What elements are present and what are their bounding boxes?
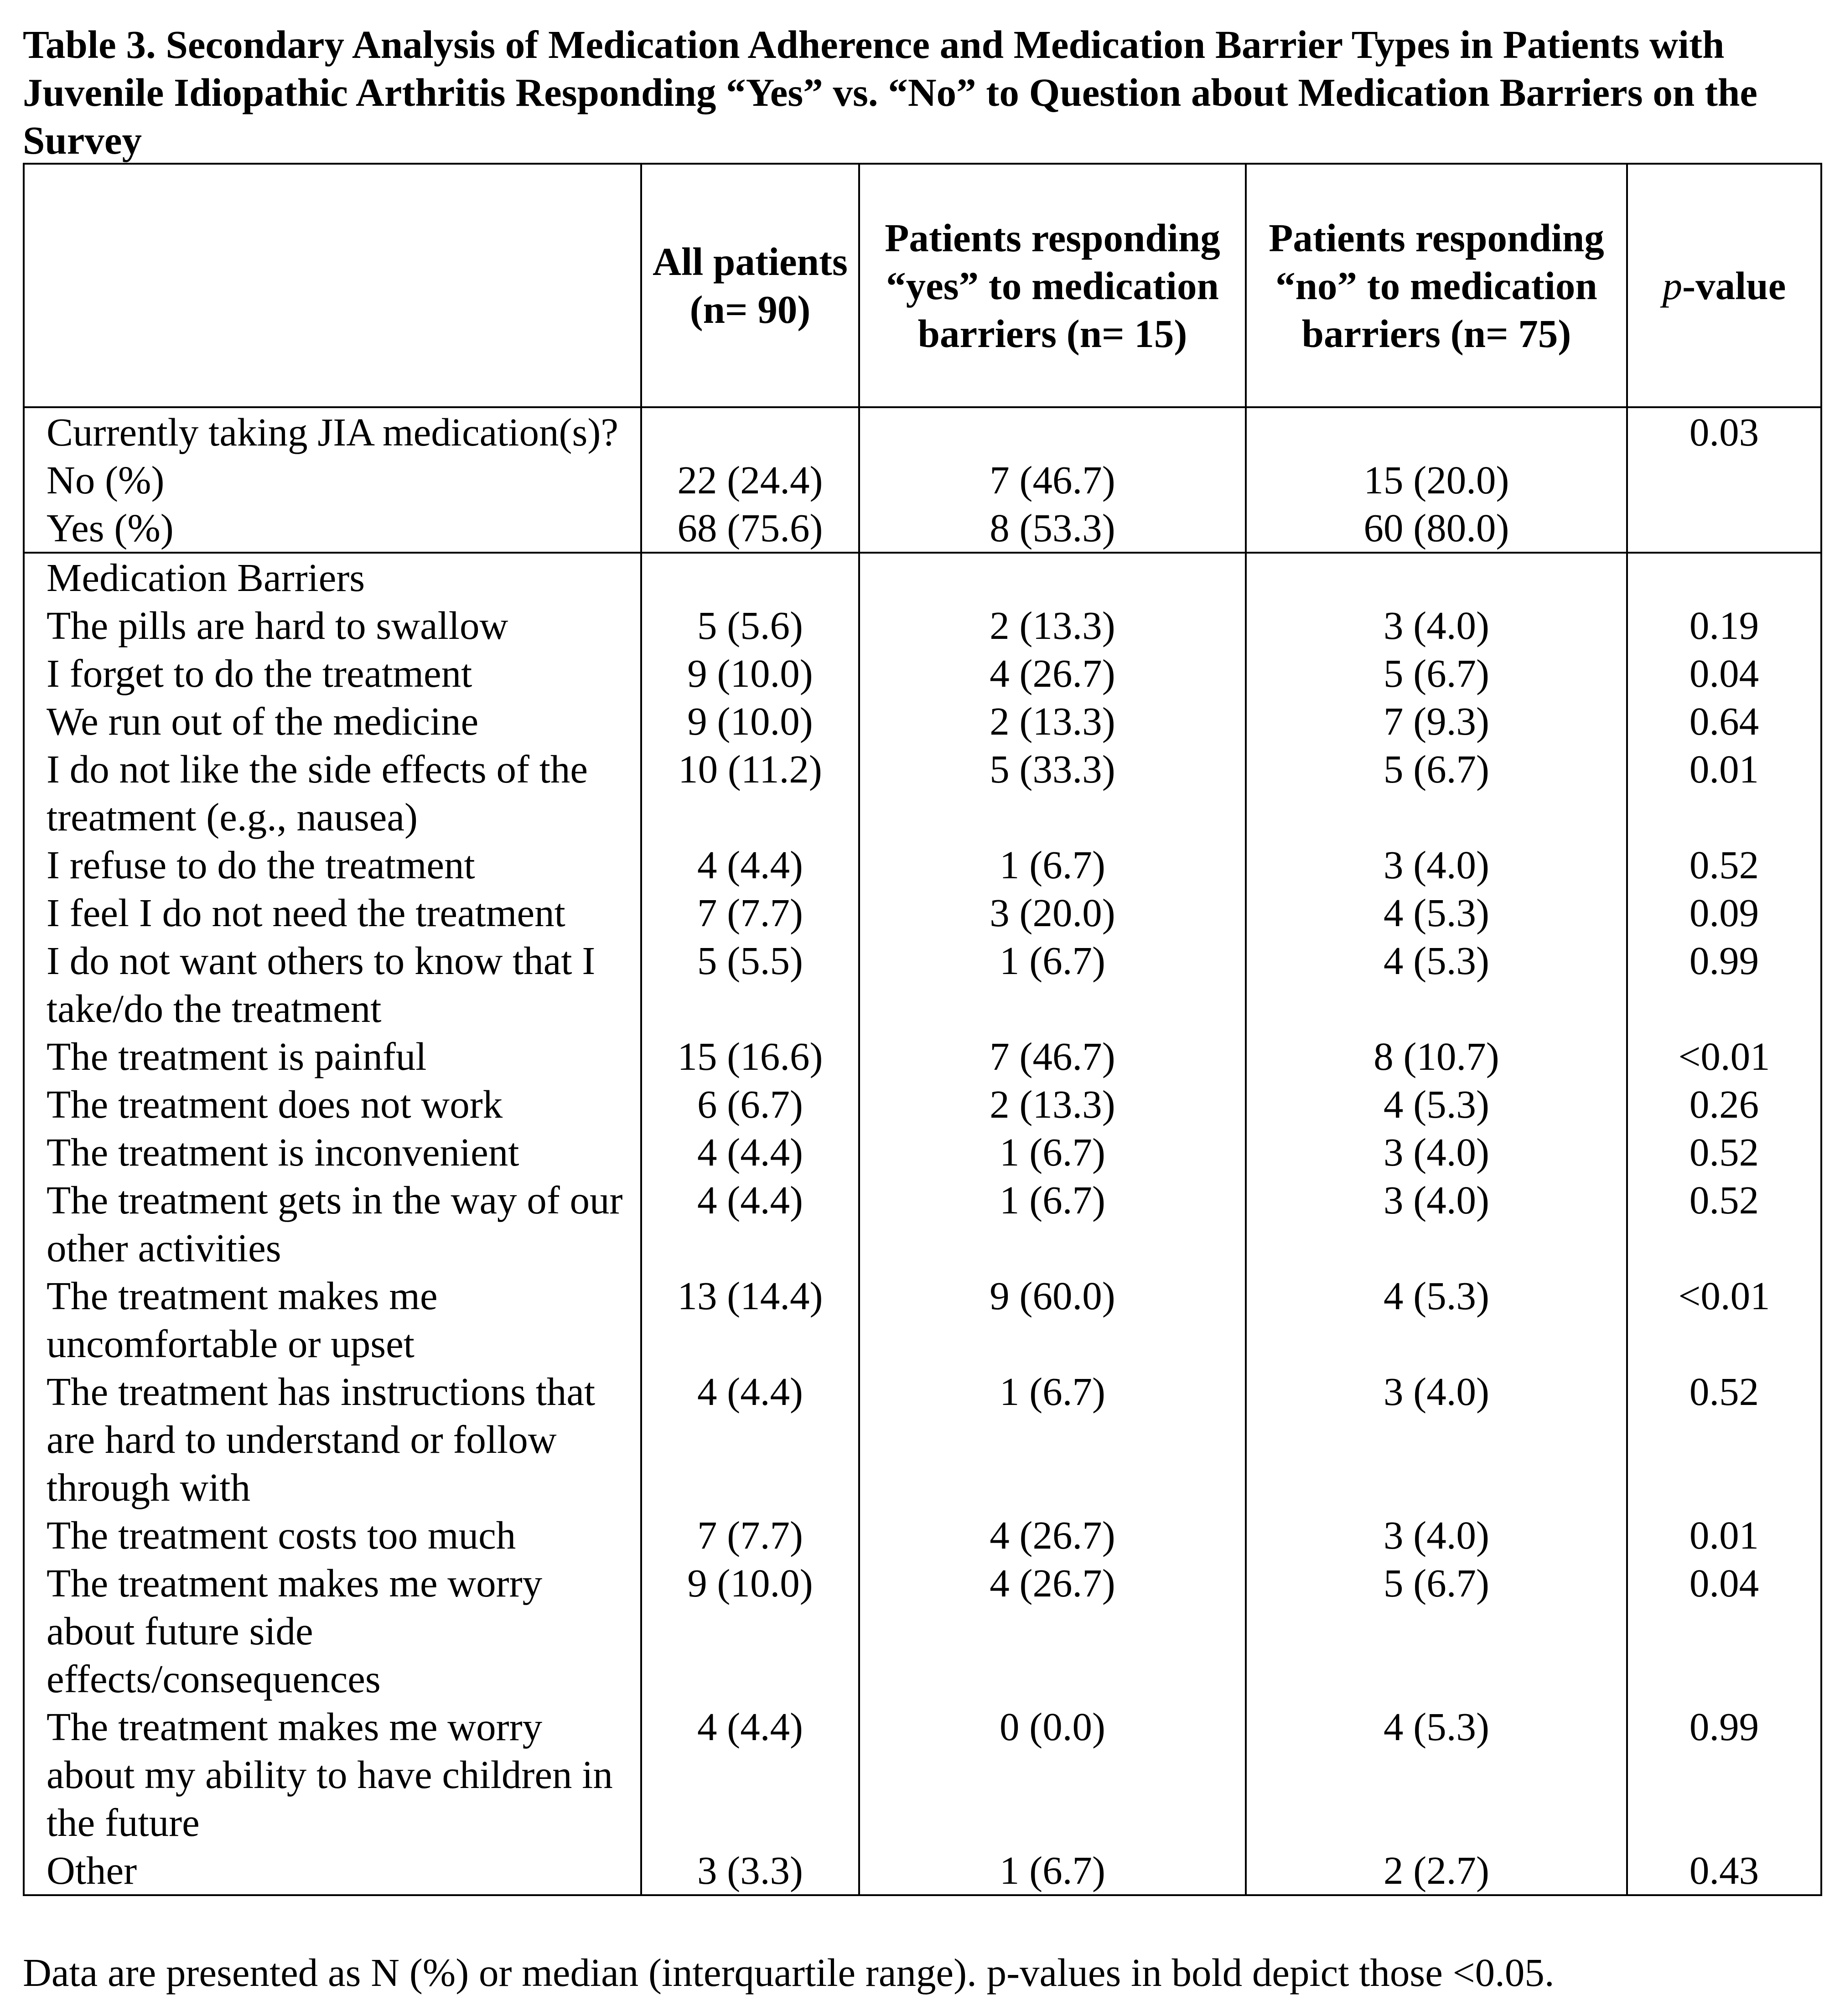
cell-yes-patients: 1 (6.7)	[859, 1176, 1246, 1272]
cell-all-patients: 4 (4.4)	[641, 1176, 859, 1272]
cell-no-patients: 4 (5.3)	[1246, 1080, 1627, 1128]
row-label: No (%)	[24, 456, 641, 504]
section-title: Currently taking JIA medication(s)?	[24, 407, 641, 456]
section-title: Medication Barriers	[24, 553, 641, 601]
table-row	[24, 649, 1821, 697]
row-label: The treatment costs too much	[24, 1511, 641, 1559]
cell-all-patients: 4 (4.4)	[641, 1128, 859, 1176]
row-label: I feel I do not need the treatment	[24, 889, 641, 937]
cell-yes-patients: 2 (13.3)	[859, 697, 1246, 745]
cell-yes-patients: 1 (6.7)	[859, 937, 1246, 1032]
cell-all-patients: 13 (14.4)	[641, 1272, 859, 1368]
table-row	[24, 456, 1821, 504]
table-row	[24, 1368, 1821, 1511]
table-row	[24, 841, 1821, 889]
cell-no-patients: 4 (5.3)	[1246, 1272, 1627, 1368]
cell-p-value: 0.99	[1627, 1703, 1821, 1846]
table-row	[24, 937, 1821, 1032]
cell-all-patients: 7 (7.7)	[641, 889, 859, 937]
row-label: The treatment makes me uncomfortable or upset	[24, 1272, 641, 1368]
row-label: The pills are hard to swallow	[24, 601, 641, 649]
cell-yes-patients: 7 (46.7)	[859, 1032, 1246, 1080]
table-row	[24, 1511, 1821, 1559]
section-medication-barriers	[24, 553, 1821, 1895]
row-label: The treatment makes me worry about my ability to have children in the future	[24, 1703, 641, 1846]
row-label: I refuse to do the treatment	[24, 841, 641, 889]
cell-all-patients: 4 (4.4)	[641, 1368, 859, 1511]
header-p-italic: p	[1662, 263, 1683, 308]
cell-all-patients: 68 (75.6)	[641, 504, 859, 553]
cell-p-value: <0.01	[1627, 1272, 1821, 1368]
cell-yes-patients: 2 (13.3)	[859, 601, 1246, 649]
cell-yes-patients: 5 (33.3)	[859, 745, 1246, 841]
cell-p-value: 0.64	[1627, 697, 1821, 745]
cell-yes-patients: 4 (26.7)	[859, 649, 1246, 697]
cell-p-value: 0.04	[1627, 1559, 1821, 1703]
cell-no-patients: 3 (4.0)	[1246, 841, 1627, 889]
cell-no-patients: 3 (4.0)	[1246, 601, 1627, 649]
cell-p-value: 0.04	[1627, 649, 1821, 697]
cell-p-value: 0.52	[1627, 841, 1821, 889]
cell-no-patients: 5 (6.7)	[1246, 745, 1627, 841]
cell-p-value: 0.52	[1627, 1368, 1821, 1511]
table-row	[24, 1846, 1821, 1895]
section-p-value: 0.03	[1627, 407, 1821, 553]
cell-yes-patients: 1 (6.7)	[859, 1368, 1246, 1511]
cell-yes-patients: 1 (6.7)	[859, 1846, 1246, 1895]
row-label: The treatment does not work	[24, 1080, 641, 1128]
table-row	[24, 1128, 1821, 1176]
row-label: I do not want others to know that I take/do the treatment	[24, 937, 641, 1032]
cell-yes-patients: 3 (20.0)	[859, 889, 1246, 937]
cell-all-patients: 5 (5.6)	[641, 601, 859, 649]
cell-all-patients: 6 (6.7)	[641, 1080, 859, 1128]
table-row	[24, 601, 1821, 649]
cell-p-value: 0.09	[1627, 889, 1821, 937]
cell-all-patients: 4 (4.4)	[641, 841, 859, 889]
table-footnote: Data are presented as N (%) or median (interquartile range). p-values in bold depict those <0.05.	[23, 1950, 1555, 1995]
table-row	[24, 1559, 1821, 1703]
row-label: The treatment gets in the way of our other activities	[24, 1176, 641, 1272]
cell-no-patients: 8 (10.7)	[1246, 1032, 1627, 1080]
row-label: We run out of the medicine	[24, 697, 641, 745]
table-row	[24, 745, 1821, 841]
cell-p-value: 0.52	[1627, 1176, 1821, 1272]
cell-no-patients: 4 (5.3)	[1246, 1703, 1627, 1846]
table-row	[24, 697, 1821, 745]
cell-all-patients: 22 (24.4)	[641, 456, 859, 504]
cell-p-value: <0.01	[1627, 1032, 1821, 1080]
table-row	[24, 889, 1821, 937]
cell-no-patients: 60 (80.0)	[1246, 504, 1627, 553]
row-label: Yes (%)	[24, 504, 641, 553]
cell-no-patients: 5 (6.7)	[1246, 1559, 1627, 1703]
section-title-row	[24, 407, 1821, 456]
cell-all-patients: 4 (4.4)	[641, 1703, 859, 1846]
table-row	[24, 504, 1821, 553]
cell-yes-patients: 4 (26.7)	[859, 1511, 1246, 1559]
header-yes-patients: Patients responding “yes” to medication barriers (n= 15)	[859, 164, 1246, 407]
cell-all-patients: 9 (10.0)	[641, 649, 859, 697]
cell-no-patients: 2 (2.7)	[1246, 1846, 1627, 1895]
cell-no-patients: 4 (5.3)	[1246, 889, 1627, 937]
cell-p-value: 0.01	[1627, 1511, 1821, 1559]
header-label-empty	[24, 164, 641, 407]
cell-all-patients: 9 (10.0)	[641, 1559, 859, 1703]
cell-no-patients: 3 (4.0)	[1246, 1128, 1627, 1176]
cell-p-value: 0.99	[1627, 937, 1821, 1032]
row-label: The treatment is painful	[24, 1032, 641, 1080]
cell-all-patients: 7 (7.7)	[641, 1511, 859, 1559]
cell-yes-patients: 4 (26.7)	[859, 1559, 1246, 1703]
cell-yes-patients: 1 (6.7)	[859, 841, 1246, 889]
cell-p-value: 0.43	[1627, 1846, 1821, 1895]
cell-p-value: 0.52	[1627, 1128, 1821, 1176]
cell-no-patients: 3 (4.0)	[1246, 1176, 1627, 1272]
header-no-patients: Patients responding “no” to medication barriers (n= 75)	[1246, 164, 1627, 407]
cell-all-patients: 3 (3.3)	[641, 1846, 859, 1895]
header-p-value	[1627, 164, 1821, 407]
cell-no-patients: 4 (5.3)	[1246, 937, 1627, 1032]
cell-p-value: 0.26	[1627, 1080, 1821, 1128]
header-row	[24, 164, 1821, 407]
row-label: The treatment has instructions that are hard to understand or follow through with	[24, 1368, 641, 1511]
header-p-rest: -value	[1682, 263, 1786, 308]
cell-no-patients: 7 (9.3)	[1246, 697, 1627, 745]
cell-p-value: 0.19	[1627, 601, 1821, 649]
cell-no-patients: 3 (4.0)	[1246, 1511, 1627, 1559]
cell-all-patients: 5 (5.5)	[641, 937, 859, 1032]
cell-yes-patients: 7 (46.7)	[859, 456, 1246, 504]
row-label: The treatment is inconvenient	[24, 1128, 641, 1176]
table-row	[24, 1080, 1821, 1128]
cell-no-patients: 3 (4.0)	[1246, 1368, 1627, 1511]
table-caption: Table 3. Secondary Analysis of Medication Adherence and Medication Barrier Types in Patients with Juvenile Idiopathic Arthritis Responding “Yes” vs. “No” to Question about Medication Barriers on the Survey	[23, 22, 1757, 162]
row-label: I do not like the side effects of the treatment (e.g., nausea)	[24, 745, 641, 841]
section-title-row	[24, 553, 1821, 601]
cell-yes-patients: 2 (13.3)	[859, 1080, 1246, 1128]
cell-no-patients: 15 (20.0)	[1246, 456, 1627, 504]
data-table	[23, 163, 1822, 1896]
table-row	[24, 1703, 1821, 1846]
section-current-medication	[24, 407, 1821, 553]
row-label: I forget to do the treatment	[24, 649, 641, 697]
cell-yes-patients: 0 (0.0)	[859, 1703, 1246, 1846]
cell-all-patients: 9 (10.0)	[641, 697, 859, 745]
table-row	[24, 1272, 1821, 1368]
row-label: The treatment makes me worry about future side effects/consequences	[24, 1559, 641, 1703]
cell-no-patients: 5 (6.7)	[1246, 649, 1627, 697]
cell-yes-patients: 1 (6.7)	[859, 1128, 1246, 1176]
table-row	[24, 1032, 1821, 1080]
row-label: Other	[24, 1846, 641, 1895]
cell-yes-patients: 8 (53.3)	[859, 504, 1246, 553]
cell-all-patients: 15 (16.6)	[641, 1032, 859, 1080]
cell-all-patients: 10 (11.2)	[641, 745, 859, 841]
table-row	[24, 1176, 1821, 1272]
header-all-patients: All patients (n= 90)	[641, 164, 859, 407]
cell-p-value: 0.01	[1627, 745, 1821, 841]
cell-yes-patients: 9 (60.0)	[859, 1272, 1246, 1368]
